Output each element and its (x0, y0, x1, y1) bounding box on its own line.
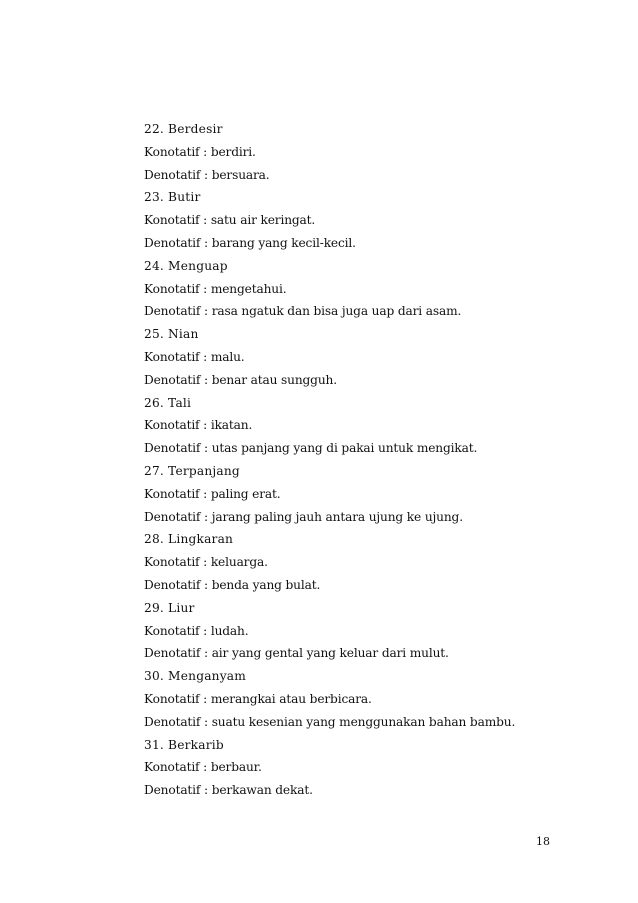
entry-heading: 30. Menganyam (144, 669, 247, 684)
entry-konotatif: Konotatif : berdiri. (144, 144, 256, 159)
entry-konotatif: Konotatif : ludah. (144, 623, 249, 638)
entry-konotatif: Konotatif : keluarga. (144, 555, 268, 570)
entry-heading: 23. Butir (144, 190, 201, 205)
entry-konotatif: Konotatif : malu. (144, 349, 245, 364)
entry-denotatif: Denotatif : rasa ngatuk dan bisa juga uap dari asam. (144, 304, 462, 319)
entry-konotatif: Konotatif : mengetahui. (144, 281, 287, 296)
entry-denotatif: Denotatif : bersuara. (144, 167, 270, 182)
entry-24 (144, 255, 564, 323)
entry-heading: 24. Menguap (144, 258, 228, 273)
entry-konotatif: Konotatif : satu air keringat. (144, 213, 316, 228)
entry-konotatif: Konotatif : paling erat. (144, 486, 281, 501)
entry-konotatif: Konotatif : ikatan. (144, 418, 253, 433)
entry-22 (144, 118, 564, 186)
entry-heading: 29. Liur (144, 600, 195, 615)
entry-denotatif: Denotatif : air yang gental yang keluar dari mulut. (144, 646, 449, 661)
entry-29 (144, 597, 564, 665)
entry-25 (144, 323, 564, 391)
entry-heading: 28. Lingkaran (144, 532, 234, 547)
entry-denotatif: Denotatif : barang yang kecil-kecil. (144, 235, 356, 250)
entry-denotatif: Denotatif : benda yang bulat. (144, 577, 321, 592)
entry-list (144, 118, 564, 802)
entry-heading: 22. Berdesir (144, 122, 223, 136)
entry-denotatif: Denotatif : utas panjang yang di pakai untuk mengikat. (144, 441, 478, 456)
entry-30 (144, 665, 564, 733)
entry-denotatif: Denotatif : jarang paling jauh antara ujung ke ujung. (144, 509, 463, 524)
entry-denotatif: Denotatif : benar atau sungguh. (144, 372, 337, 387)
entry-konotatif: Konotatif : merangkai atau berbicara. (144, 691, 372, 706)
entry-heading: 27. Terpanjang (144, 463, 240, 478)
entry-denotatif: Denotatif : suatu kesenian yang menggunakan bahan bambu. (144, 714, 516, 729)
entry-26 (144, 392, 564, 460)
page-number: 18 (536, 835, 550, 848)
entry-konotatif: Konotatif : berbaur. (144, 760, 262, 775)
entry-heading: 25. Nian (144, 327, 199, 342)
entry-31 (144, 734, 564, 802)
entry-28 (144, 528, 564, 596)
entry-heading: 31. Berkarib (144, 737, 224, 752)
entry-denotatif: Denotatif : berkawan dekat. (144, 783, 313, 798)
entry-heading: 26. Tali (144, 395, 192, 410)
entry-23 (144, 186, 564, 254)
entry-27 (144, 460, 564, 528)
